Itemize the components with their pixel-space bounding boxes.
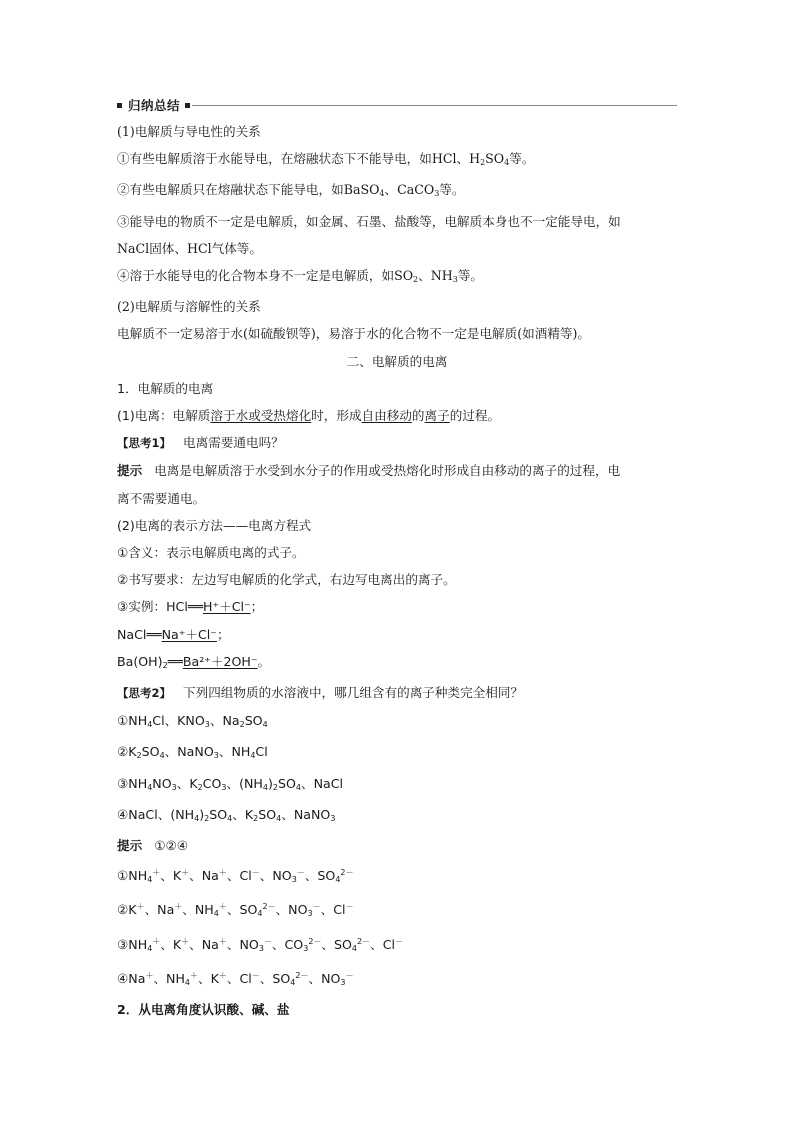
group-3: $③NH_4NO_3$、$K_2CO_3$、$(NH_4)_2SO_4$、NaCl	[117, 775, 344, 792]
s1-item-1: ①有些电解质溶于水能导电，在熔融状态下不能导电，如HCl、$H_2SO_4$等。	[117, 151, 535, 168]
page	[117, 92, 677, 1023]
ions-3: $③NH_4^+$、K＋、Na＋、$NO_3^-$、$CO_3^{2-}$、$SO_4^{2-}$、Cl－	[117, 936, 403, 953]
s2-heading: (2)电解质与溶解性的关系	[117, 299, 261, 315]
summary-header	[117, 92, 677, 118]
p2-rule: ②书写要求：左边写电解质的化学式，右边写电离出的离子。	[117, 572, 456, 588]
p1-heading: 1．电解质的电离	[117, 380, 214, 396]
s1-item-4: ④溶于水能导电的化合物本身不一定是电解质，如$SO_2$、$NH_3$等。	[117, 268, 483, 285]
summary-title: 归纳总结	[128, 98, 181, 113]
equation-2: NaCl══Na⁺＋Cl⁻；	[117, 626, 230, 642]
s1-item-3-line-1: ③能导电的物质不一定是电解质，如金属、石墨、盐酸等，电解质本身也不一定能导电，如	[117, 213, 621, 229]
s1-heading: (1)电解质与导电性的关系	[117, 124, 261, 139]
p3-heading: 2．从电离角度认识酸、碱、盐	[117, 1002, 290, 1018]
p2-meaning: ①含义：表示电解质电离的式子。	[117, 545, 305, 561]
p2-heading: (2)电离的表示方法——电离方程式	[117, 517, 312, 533]
think1-answer-line-1: 提示 电离是电解质溶于水受到水分子的作用或受热熔化时形成自由移动的离子的过程，电	[117, 463, 621, 479]
think1-answer-line-2: 离不需要通电。	[117, 490, 206, 506]
s2-text: 电解质不一定易溶于水(如硫酸钡等)，易溶于水的化合物不一定是电解质(如酒精等)。	[117, 326, 591, 342]
think2-answer: 提示 ①②④	[117, 838, 189, 854]
equation-3: $Ba(OH)_2══Ba^{2+}+2OH^-$。	[117, 653, 271, 670]
ions-4: ④Na＋、$NH_4^+$、K＋、Cl－、$SO_4^{2-}$、$NO_3^-$	[117, 970, 354, 987]
group-2: $②K_2SO_4$、NaNO$_3$、$NH_4Cl$	[117, 744, 268, 761]
square-bullet-icon	[117, 103, 122, 108]
think2-question: 【思考2】 下列四组物质的水溶液中，哪几组含有的离子种类完全相同？	[117, 685, 524, 701]
header-rule	[192, 105, 677, 106]
group-1: $①NH_4Cl$、$KNO_3$、$Na_2SO_4$	[117, 713, 268, 730]
group-4: ④NaCl、$(NH_4)_2SO_4$、$K_2SO_4$、NaNO$_3$	[117, 806, 336, 823]
think1-question: 【思考1】 电离需要通电吗？	[117, 435, 284, 451]
ionization-definition: (1)电离：电解质溶于水或受热熔化时，形成自由移动的离子的过程。	[117, 408, 501, 424]
ions-2: ②K＋、Na＋、$NH_4^+$、$SO_4^{2-}$、$NO_3^-$、Cl－	[117, 902, 354, 919]
s1-item-3-line-2: NaCl固体、HCl气体等。	[117, 240, 262, 256]
square-bullet-icon	[185, 103, 190, 108]
s1-item-2: ②有些电解质只在熔融状态下能导电，如BaSO$_4$、CaCO$_3$等。	[117, 182, 465, 199]
section-title: 二、电解质的电离	[346, 353, 448, 369]
equation-1: ③实例：HCl══H⁺＋Cl⁻；	[117, 599, 264, 615]
ions-1: $①NH_4^+$、K＋、Na＋、Cl－、$NO_3^-$、$SO_4^{2-}$	[117, 868, 354, 885]
